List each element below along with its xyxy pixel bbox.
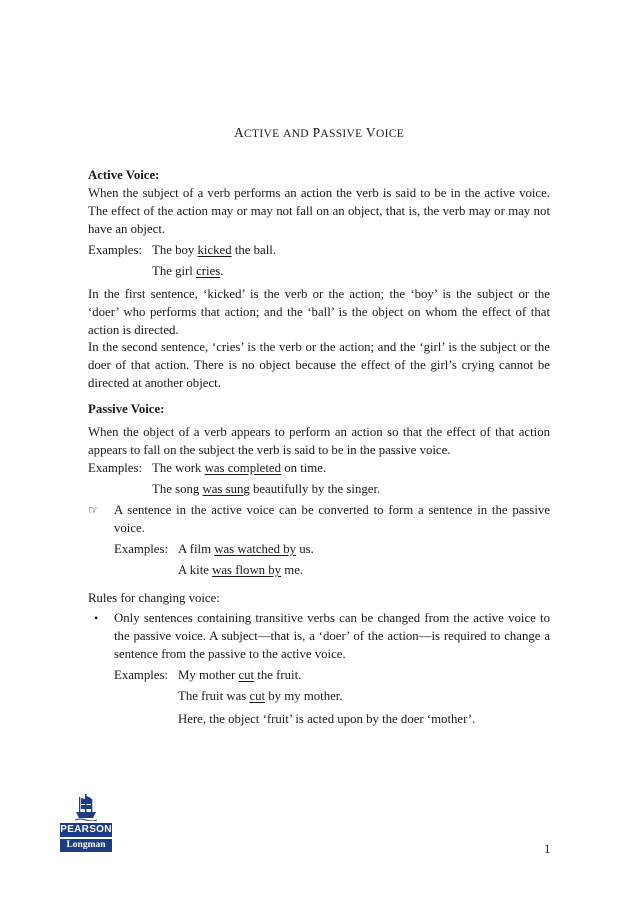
bullet-dot-icon: • [94,611,99,625]
page-number: 1 [544,842,551,856]
pointing-hand-icon: ☞ [88,503,99,517]
passive-example-1: Examples: The work was completed on time. [88,461,327,475]
logo-longman-text: Longman [60,839,112,852]
passive-voice-heading: Passive Voice: [88,402,165,416]
page-title: ACTIVE AND PASSIVE VOICE [233,125,405,140]
active-example-1: Examples: The boy kicked the ball. [88,243,277,257]
rules-bullet-1-text: Only sentences containing transitive verbs can be changed from the active voice to the passive voice. A subject—that is, a ‘doer’ of the action—is required to change a sentence from the passive to the active voice. [114,611,550,661]
active-explanation-1: In the first sentence, ‘kicked’ is the verb or the action; the ‘boy’ is the subject or the ‘doer’ who performs that action; and the ‘ball’ is the object on whom the effect of that action is directed. [88,287,550,337]
active-explanation-2: In the second sentence, ‘cries’ is the verb or the action; and the ‘girl’ is the subject or the doer of that action. There is no object because the effect of the girl’s crying cannot be directed at another object. [88,340,550,390]
passive-voice-definition: When the object of a verb appears to perform an action so that the effect of that action appears to fall on the subject the verb is said to be in the passive voice. [88,425,550,457]
rules-example-2: The fruit was cut by my mother. [178,689,343,703]
examples-label: Examples: [114,542,169,556]
examples-label: Examples: [88,461,143,475]
passive-note-example-2: A kite was flown by me. [178,563,304,577]
passive-note-example-1: Examples: A film was watched by us. [114,542,314,556]
logo-pearson-text: PEARSON [60,824,112,835]
examples-label: Examples: [114,668,169,682]
pearson-longman-logo [60,793,112,857]
examples-label: Examples: [88,243,143,257]
active-voice-heading: Active Voice: [88,168,160,182]
active-voice-definition: When the subject of a verb performs an action the verb is said to be in the active voice. The effect of the action may or may not fall on an object, that is, the verb may or may not have an object. [88,186,550,236]
active-example-2: The girl cries. [152,264,224,278]
rules-bullet-1 [88,609,550,663]
passive-example-2: The song was sung beautifully by the singer. [152,482,381,496]
passive-note [88,501,550,537]
rules-example-3: Here, the object ‘fruit’ is acted upon by the doer ‘mother’. [178,712,476,726]
rules-heading: Rules for changing voice: [88,591,220,605]
passive-note-text: A sentence in the active voice can be converted to form a sentence in the passive voice. [114,503,550,535]
ship-logo-icon [75,793,97,821]
rules-example-1: Examples: My mother cut the fruit. [114,668,302,682]
